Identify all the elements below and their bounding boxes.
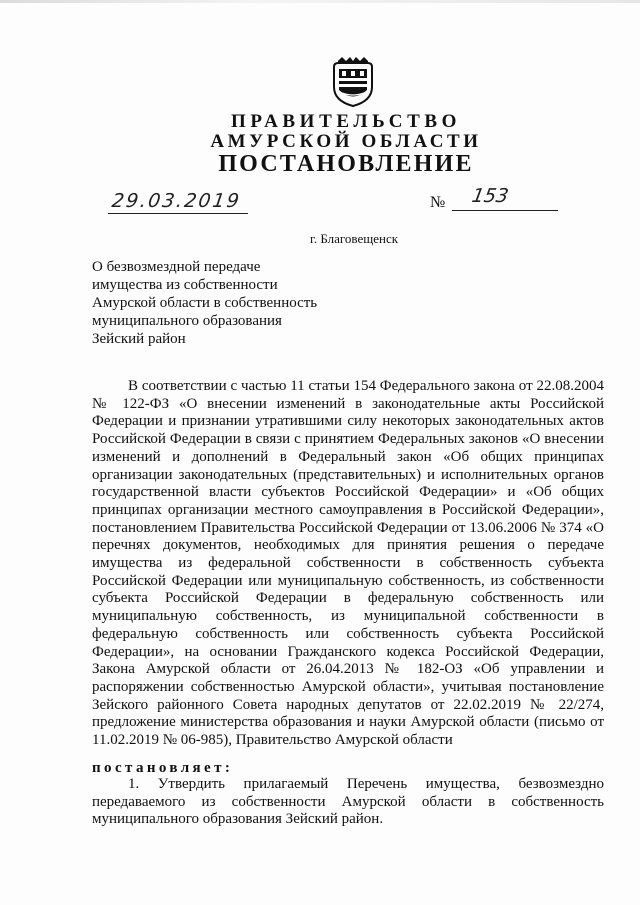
subject-line: Зейский район <box>92 331 186 347</box>
decree-items <box>92 776 604 829</box>
subject-line: Амурской области в собственность <box>92 295 318 311</box>
subject-line: муниципального образования <box>92 313 282 329</box>
city-name: г. Благовещенск <box>310 231 399 246</box>
document-date: 29.03.2019 <box>110 190 243 212</box>
government-title-line2: АМУРСКОЙ ОБЛАСТИ <box>210 131 482 152</box>
government-title-line1: ПРАВИТЕЛЬСТВО <box>230 111 462 132</box>
scan-top-edge <box>0 0 640 3</box>
decree-item-1: 1. Утвердить прилагаемый Перечень имущества, безвозмездно передаваемого из собственности Амурской области в собственность муниципального образования Зейский район. <box>92 776 604 828</box>
date-underline <box>108 213 248 214</box>
number-underline <box>452 210 558 211</box>
number-label: № <box>430 194 446 211</box>
preamble-paragraph: В соответствии с частью 11 статьи 154 Федерального закона от 22.08.2004 № 122-ФЗ «О внесении изменений в законодательные акты Российской Федерации и признании утратившими силу некоторых законодательных актов Российской Федерации в связи с принятием Федеральных законов «О внесении изменений и дополнений в Федеральный закон «Об общих принципах организации законодательных (представительных) и исполнительных органов государственной власти субъектов Российской Федерации» и «Об общих принципах организации местного самоуправления в Российской Федерации», постановлением Правительства Российской Федерации от 13.06.2006 № 374 «О перечнях документов, необходимых для принятия решения о передаче имущества из федеральной собственности в собственность субъекта Российской Федерации или муниципальную собственность, из собственности субъекта Российской Федерации в федеральную собственность или муниципальную собственность, из муниципальной собственности в федеральную собственность или собственность субъекта Российской Федерации», на основании Гражданского кодекса Российской Федерации, Закона Амурской области от 26.04.2013 № 182-ОЗ «Об управлении и распоряжении собственностью Амурской области», учитывая постановление Зейского районного Совета народных депутатов от 22.02.2019 № 22/274, предложение министерства образования и науки Амурской области (письмо от 11.02.2019 № 06-985), Правительство Амурской области <box>92 378 604 749</box>
document-type-title: ПОСТАНОВЛЕНИЕ <box>218 151 474 177</box>
document-subject <box>92 258 352 348</box>
decree-word: постановляет: <box>92 760 234 776</box>
subject-line: имущества из собственности <box>92 277 278 293</box>
coat-of-arms-icon <box>330 57 376 107</box>
subject-line: О безвозмездной передаче <box>92 259 261 275</box>
document-number: 153 <box>470 185 511 207</box>
preamble-block <box>92 378 604 750</box>
